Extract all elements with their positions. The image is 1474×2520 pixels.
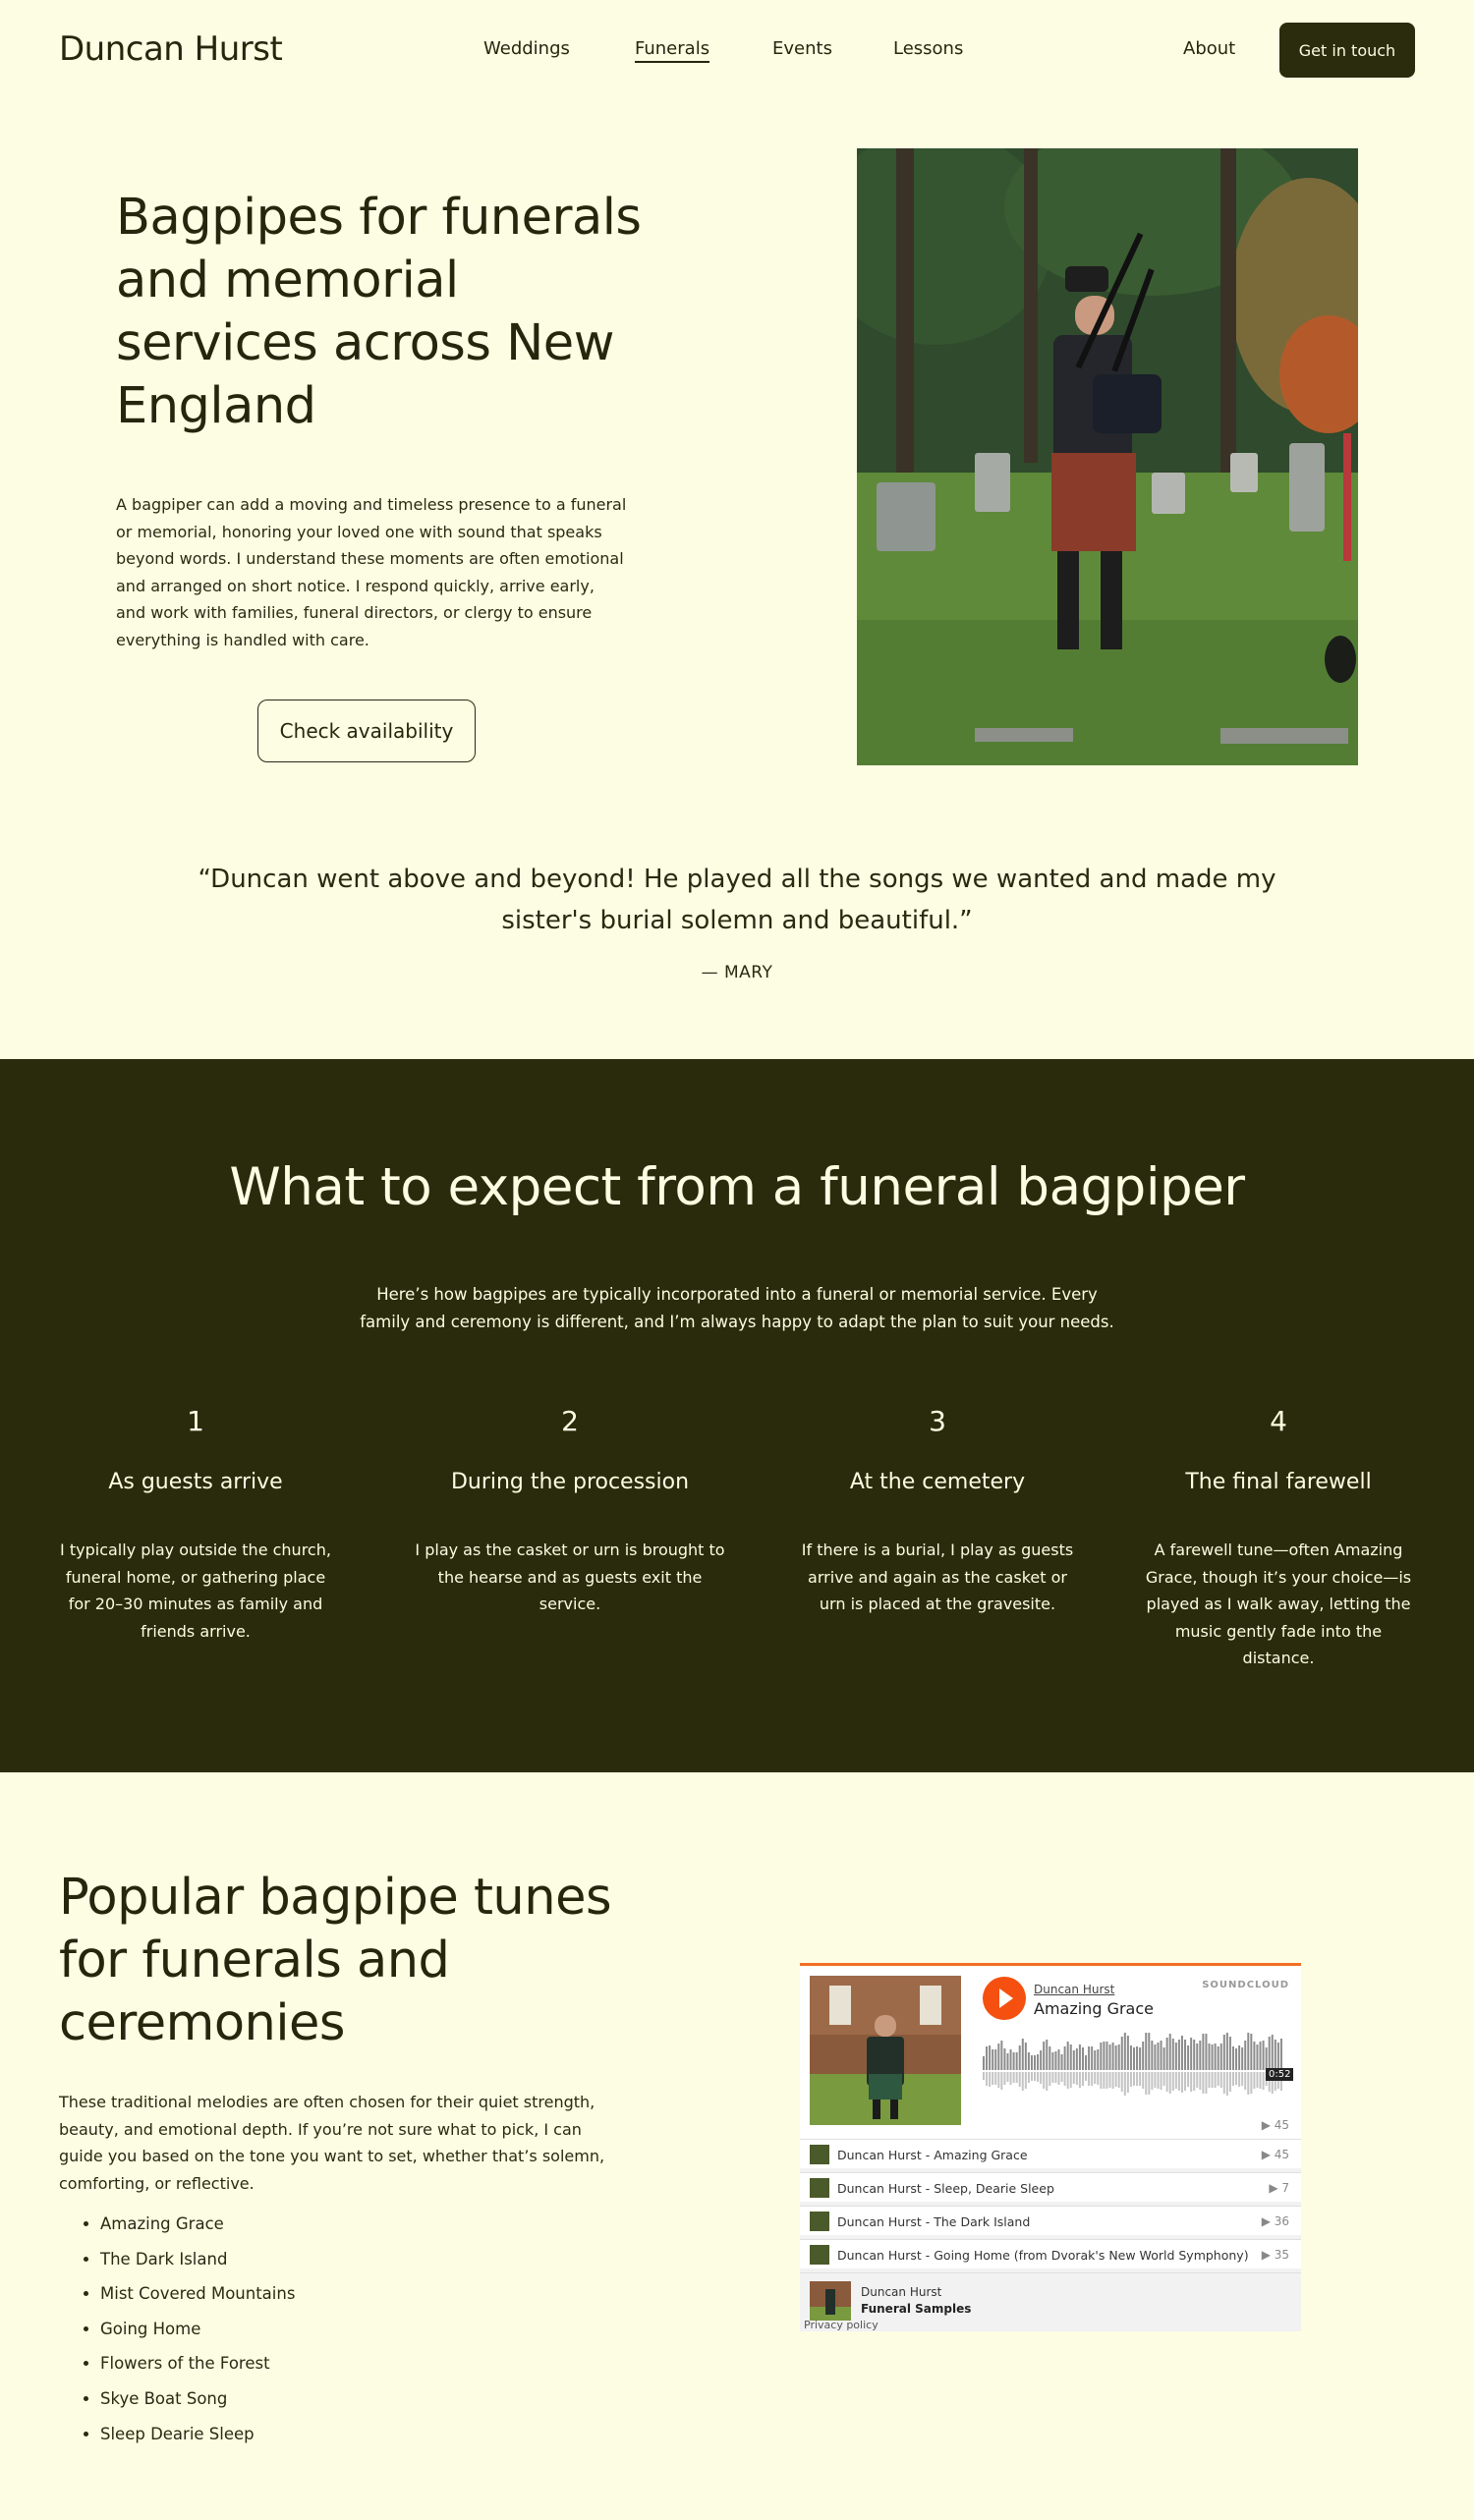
track-thumbnail: [810, 2178, 829, 2198]
track-thumbnail: [810, 2245, 829, 2265]
track-row[interactable]: [800, 2172, 1301, 2202]
step-text: If there is a burial, I play as guests arrive and again as the casket or urn is placed at the gravesite.: [801, 1540, 1074, 1613]
waveform[interactable]: [983, 2033, 1283, 2101]
set-user[interactable]: Duncan Hurst: [861, 2285, 942, 2299]
track-artwork[interactable]: [810, 1976, 961, 2125]
track-row-plays: ▶ 36: [1261, 2214, 1289, 2228]
testimonial-quote: “Duncan went above and beyond! He played all the songs we wanted and made my sister's burial solemn and beautiful.”: [198, 865, 1276, 935]
track-thumbnail: [810, 2145, 829, 2164]
step-text: I typically play outside the church, funeral home, or gathering place for 20–30 minutes as family and friends arrive.: [60, 1540, 331, 1641]
list-item: • Flowers of the Forest: [100, 2352, 295, 2387]
list-item: • Going Home: [100, 2318, 295, 2353]
list-item: • The Dark Island: [100, 2248, 295, 2283]
track-user-link[interactable]: Duncan Hurst: [1034, 1983, 1115, 1996]
step-number: 4: [1270, 1405, 1287, 1437]
track-row[interactable]: [800, 2206, 1301, 2235]
track-row-plays: ▶ 35: [1261, 2248, 1289, 2262]
set-title[interactable]: Funeral Samples: [861, 2302, 972, 2316]
hero-description: A bagpiper can add a moving and timeless presence to a funeral or memorial, honoring your loved one with sound that speaks beyond words. I understand these moments are often emotional and arranged on short notice. I respond quickly, arrive early, and work with families, funeral directors, or clergy to ensure everything is handled with care.: [116, 495, 627, 649]
step-text: I play as the casket or urn is brought to the hearse and as guests exit the service.: [415, 1540, 725, 1613]
nav-weddings[interactable]: Weddings: [483, 38, 570, 59]
list-item: • Amazing Grace: [100, 2212, 295, 2248]
set-artwork[interactable]: [810, 2281, 851, 2321]
track-row-plays: ▶ 45: [1261, 2148, 1289, 2161]
soundcloud-logo-icon[interactable]: SOUNDCLOUD: [1202, 1980, 1289, 1990]
track-row[interactable]: [800, 2139, 1301, 2168]
bagpiper-cemetery-photo: [857, 148, 1358, 765]
tunes-title: Popular bagpipe tunes for funerals and ceremonies: [59, 1869, 612, 2052]
privacy-policy-link[interactable]: Privacy policy: [804, 2319, 879, 2331]
nav-lessons[interactable]: Lessons: [893, 38, 964, 59]
tunes-description: These traditional melodies are often chosen for their quiet strength, beauty, and emotional depth. If you’re not sure what to pick, I can guide you based on the tone you want to set, whether that’s solemn, comforting, or reflective.: [59, 2093, 605, 2193]
step-number: 2: [561, 1405, 579, 1437]
get-in-touch-button[interactable]: Get in touch: [1279, 23, 1415, 78]
play-count: ▶ 45: [1261, 2118, 1289, 2132]
step-text: A farewell tune—often Amazing Grace, though it’s your choice—is played as I walk away, letting the music gently fade into the distance.: [1145, 1540, 1412, 1667]
player-main: [800, 1966, 1301, 2139]
expect-title: What to expect from a funeral bagpiper: [229, 1157, 1245, 1217]
nav-about[interactable]: About: [1183, 38, 1236, 59]
what-to-expect-section: [0, 1059, 1474, 1772]
hero-title: Bagpipes for funerals and memorial services across New England: [116, 189, 642, 435]
track-thumbnail: [810, 2212, 829, 2231]
step-title: During the procession: [450, 1470, 690, 1494]
step-4: [1131, 1405, 1426, 1672]
track-duration: 0:52: [1266, 2068, 1293, 2081]
track-row-plays: ▶ 7: [1269, 2181, 1289, 2195]
step-title: As guests arrive: [108, 1470, 283, 1494]
brand-logo[interactable]: Duncan Hurst: [59, 29, 283, 69]
step-number: 1: [187, 1405, 204, 1437]
step-title: The final farewell: [1185, 1470, 1372, 1494]
testimonial-author: — MARY: [701, 963, 773, 982]
step-title: At the cemetery: [849, 1470, 1026, 1494]
step-1: [48, 1405, 343, 1645]
nav-events[interactable]: Events: [772, 38, 832, 59]
step-number: 3: [929, 1405, 946, 1437]
list-item: • Mist Covered Mountains: [100, 2282, 295, 2318]
soundcloud-player: [800, 1963, 1301, 2331]
track-row-title: Duncan Hurst - Amazing Grace: [837, 2148, 1028, 2162]
list-item: • Skye Boat Song: [100, 2387, 295, 2423]
track-row[interactable]: [800, 2239, 1301, 2268]
nav-funerals[interactable]: Funerals: [635, 38, 709, 63]
expect-intro: Here’s how bagpipes are typically incorporated into a funeral or memorial service. Every family and ceremony is different, and I’m always happy to adapt the plan to suit your needs.: [360, 1285, 1114, 1331]
site-header: [0, 0, 1474, 98]
track-row-title: Duncan Hurst - Going Home (from Dvorak's New World Symphony): [837, 2248, 1249, 2263]
check-availability-button[interactable]: Check availability: [257, 700, 476, 762]
tunes-list: [100, 2212, 295, 2457]
player-footer: [800, 2272, 1301, 2331]
list-item: • Sleep Dearie Sleep: [100, 2423, 295, 2458]
track-row-title: Duncan Hurst - Sleep, Dearie Sleep: [837, 2181, 1054, 2196]
step-2: [408, 1405, 732, 1618]
play-button[interactable]: [983, 1977, 1026, 2020]
track-row-title: Duncan Hurst - The Dark Island: [837, 2214, 1031, 2229]
track-title[interactable]: Amazing Grace: [1034, 1999, 1154, 2018]
step-3: [790, 1405, 1085, 1618]
